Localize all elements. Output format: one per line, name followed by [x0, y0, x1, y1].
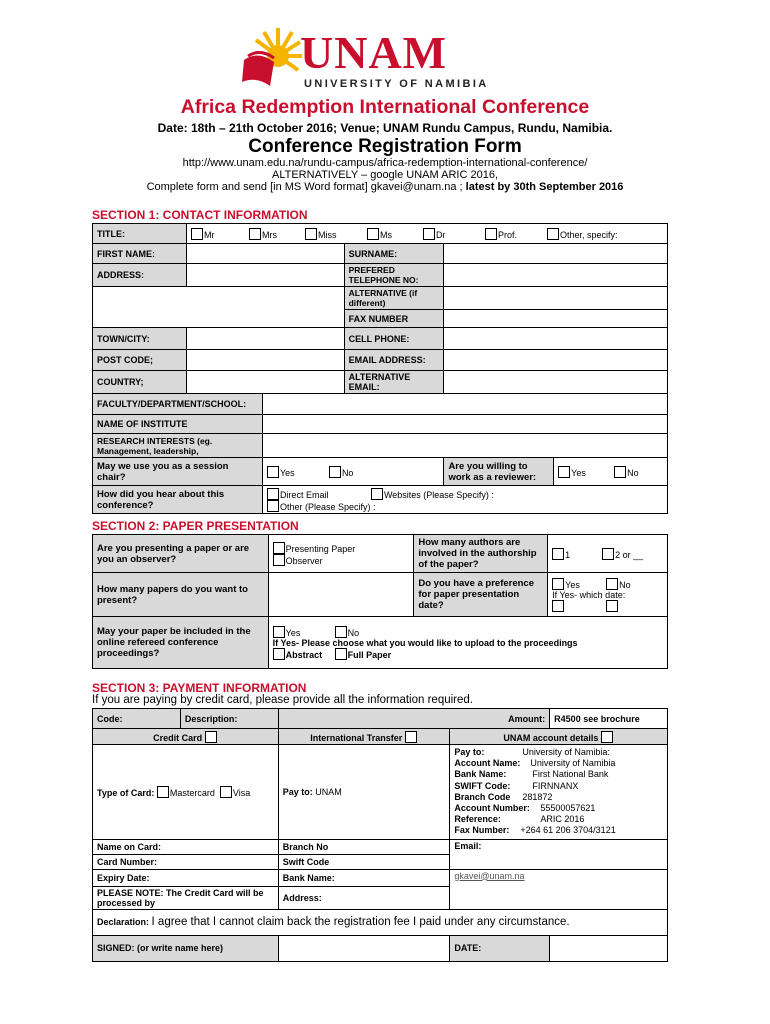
swift-code-label: Swift Code — [278, 854, 450, 869]
presenting-paper-checkbox[interactable] — [273, 542, 285, 554]
dr-label: Dr — [435, 229, 446, 240]
bank-value: 281872 — [522, 791, 553, 802]
bank-value: First National Bank — [532, 769, 609, 780]
email-label-cell: Email: — [450, 839, 668, 869]
paper-table — [92, 534, 668, 669]
date-label: DATE: — [450, 935, 550, 961]
address-field-2[interactable] — [93, 287, 345, 328]
post-code-field[interactable] — [186, 350, 344, 371]
reviewer-options — [554, 458, 668, 486]
country-label: COUNTRY; — [93, 371, 187, 394]
reviewer-no-label: No — [627, 467, 639, 478]
please-note: PLEASE NOTE: The Credit Card will be processed by — [93, 886, 279, 909]
authors-two-checkbox[interactable] — [602, 548, 614, 560]
reviewer-no-checkbox[interactable] — [614, 466, 626, 478]
address-label: ADDRESS: — [93, 264, 187, 287]
proceedings-choice-text: If Yes- Please choose what you would like to upload to the proceedings — [272, 637, 578, 648]
first-name-label: FIRST NAME: — [93, 244, 187, 264]
miss-label: Miss — [317, 229, 337, 240]
title-label: TITLE: — [93, 224, 187, 244]
signed-label: SIGNED: (or write name here) — [93, 935, 279, 961]
pay-to-cell — [278, 745, 450, 840]
alternatively-line: ALTERNATIVELY – google UNAM ARIC 2016, — [271, 169, 498, 181]
signature-field[interactable] — [278, 935, 450, 961]
proceedings-options — [268, 617, 667, 669]
bank-row-reference — [454, 814, 663, 825]
pref-phone-field[interactable] — [444, 264, 668, 287]
dr-checkbox[interactable] — [423, 228, 435, 240]
direct-email-checkbox[interactable] — [267, 488, 279, 500]
other-source-label: Other (Please Specify) : — [279, 501, 376, 512]
alt-phone-field[interactable] — [444, 287, 668, 310]
first-name-field[interactable] — [186, 244, 344, 264]
other-source-checkbox[interactable] — [267, 500, 279, 512]
email-label: EMAIL ADDRESS: — [344, 350, 444, 371]
mastercard-label: Mastercard — [169, 787, 215, 798]
authors-one-label: 1 — [565, 549, 571, 560]
if-yes-date-label: If Yes- which date: — [552, 589, 626, 600]
amount-label: Amount: — [278, 709, 549, 729]
ms-label: Ms — [379, 229, 392, 240]
other-title-checkbox[interactable] — [547, 228, 559, 240]
unam-account-label: UNAM account details — [503, 732, 599, 743]
research-field[interactable] — [262, 434, 667, 458]
direct-email-label: Direct Email — [279, 489, 329, 500]
bank-row-pay-to — [454, 747, 663, 758]
mr-label: Mr — [203, 229, 215, 240]
fax-label: FAX NUMBER — [344, 310, 444, 328]
card-type-cell — [93, 745, 279, 840]
reviewer-yes-checkbox[interactable] — [558, 466, 570, 478]
bank-key: Bank Name: — [454, 769, 507, 780]
bank-key: SWIFT Code: — [454, 780, 511, 791]
bank-key: Fax Number: — [454, 825, 510, 836]
chair-yes-label: Yes — [279, 467, 295, 478]
bank-name-label: Bank Name: — [278, 869, 450, 886]
date-pref-yes-checkbox[interactable] — [552, 578, 564, 590]
date-pref-no-checkbox[interactable] — [606, 578, 618, 590]
surname-label: SURNAME: — [344, 244, 444, 264]
observer-checkbox[interactable] — [273, 554, 285, 566]
credit-card-label: Credit Card — [153, 732, 203, 743]
conference-url[interactable]: http://www.unam.edu.na/rundu-campus/africa-redemption-international-conference/ — [182, 157, 588, 169]
proceedings-no-label: No — [347, 627, 360, 638]
cell-field[interactable] — [444, 328, 668, 350]
date-pref-question: Do you have a preference for paper presentation date? — [414, 573, 548, 617]
authors-options — [548, 535, 668, 573]
session-chair-question: May we use you as a session chair? — [93, 458, 263, 486]
expiry-label: Expiry Date: — [93, 869, 279, 886]
title-options — [186, 224, 667, 244]
cell-label: CELL PHONE: — [344, 328, 444, 350]
date-pref-yes-label: Yes — [565, 579, 580, 590]
description-label: Description: — [180, 709, 278, 729]
bank-details — [450, 745, 668, 840]
bank-value: University of Namibia — [530, 758, 616, 769]
bank-row-account-name — [454, 758, 663, 769]
prof-checkbox[interactable] — [485, 228, 497, 240]
address-field-1[interactable] — [186, 264, 344, 287]
research-label: RESEARCH INTERESTS (eg. Management, leadership, — [93, 434, 263, 458]
section3-subheading: If you are paying by credit card, please provide all the information required. — [92, 694, 473, 706]
email-value[interactable]: gkavei@unam.na — [450, 869, 668, 909]
pay-to-label: Pay to: — [282, 786, 313, 797]
code-label: Code: — [93, 709, 181, 729]
full-paper-checkbox[interactable] — [335, 648, 347, 660]
bank-value: FIRNNANX — [532, 780, 579, 791]
chair-yes-checkbox[interactable] — [267, 466, 279, 478]
declaration-label: Declaration: — [97, 917, 150, 928]
bank-value: University of Namibia: — [522, 747, 610, 757]
mastercard-checkbox[interactable] — [157, 786, 169, 798]
town-label: TOWN/CITY: — [93, 328, 187, 350]
logo-name: UNAM — [300, 27, 448, 78]
bank-row-fax — [454, 825, 663, 836]
logo-subtitle: UNIVERSITY OF NAMIBIA — [304, 78, 489, 90]
chair-no-checkbox[interactable] — [329, 466, 341, 478]
proceedings-yes-checkbox[interactable] — [273, 626, 285, 638]
section1-heading: SECTION 1: CONTACT INFORMATION — [92, 208, 308, 222]
alt-email-label: ALTERNATIVE EMAIL: — [344, 371, 444, 394]
section3-heading: SECTION 3: PAYMENT INFORMATION — [92, 681, 307, 695]
bank-value: +264 61 206 3704/3121 — [520, 825, 616, 836]
amount-value: R4500 see brochure — [550, 709, 668, 729]
payment-table — [92, 708, 668, 962]
section2-heading: SECTION 2: PAPER PRESENTATION — [92, 519, 299, 533]
date-pref-options — [548, 573, 668, 617]
card-number-label: Card Number: — [93, 854, 279, 869]
papers-count-question: How many papers do you want to present? — [93, 573, 269, 617]
proceedings-no-checkbox[interactable] — [335, 626, 347, 638]
instructions-line — [0, 181, 770, 193]
mr-checkbox[interactable] — [191, 228, 203, 240]
visa-checkbox[interactable] — [220, 786, 232, 798]
miss-checkbox[interactable] — [305, 228, 317, 240]
presenting-paper-label: Presenting Paper — [285, 543, 356, 554]
form-title: Conference Registration Form — [248, 136, 522, 157]
date-field[interactable] — [550, 935, 668, 961]
proceedings-yes-label: Yes — [285, 627, 301, 638]
authors-question: How many authors are involved in the authorship of the paper? — [414, 535, 548, 573]
bank-row-account-number — [454, 803, 663, 814]
faculty-field[interactable] — [262, 394, 667, 415]
pref-phone-label: PREFERED TELEPHONE NO: — [344, 264, 444, 287]
date-choice-1-checkbox[interactable] — [552, 600, 564, 612]
contact-table — [92, 223, 668, 514]
chair-no-label: No — [341, 467, 354, 478]
alt-email-field[interactable] — [444, 371, 668, 394]
bank-value: ARIC 2016 — [540, 814, 585, 825]
hear-options — [262, 486, 667, 514]
instructions-text: Complete form and send [in MS Word format] gkavei@unam.na ; — [146, 181, 463, 193]
conference-title: Africa Redemption International Conference — [180, 96, 590, 118]
faculty-label: FACULTY/DEPARTMENT/SCHOOL: — [93, 394, 263, 415]
bank-key: Account Number: — [454, 803, 530, 814]
card-type-label: Type of Card: — [97, 787, 155, 798]
branch-no-label: Branch No — [278, 839, 450, 854]
fax-field[interactable] — [444, 310, 668, 328]
ms-checkbox[interactable] — [367, 228, 379, 240]
town-field[interactable] — [186, 328, 344, 350]
authors-one-checkbox[interactable] — [552, 548, 564, 560]
presenting-options — [268, 535, 414, 573]
surname-field[interactable] — [444, 244, 668, 264]
intl-transfer-label: International Transfer — [310, 732, 403, 743]
country-field[interactable] — [186, 371, 344, 394]
institute-field[interactable] — [262, 415, 667, 434]
unam-account-checkbox[interactable] — [601, 731, 613, 743]
bank-key: Account Name: — [454, 758, 521, 769]
date-venue: Date: 18th – 21th October 2016; Venue; UNAM Rundu Campus, Rundu, Namibia. — [157, 121, 613, 135]
address-label: Address: — [278, 886, 450, 909]
mrs-checkbox[interactable] — [249, 228, 261, 240]
email-field[interactable] — [444, 350, 668, 371]
bank-key: Reference: — [454, 814, 501, 825]
bank-row-bank-name — [454, 769, 663, 780]
websites-checkbox[interactable] — [371, 488, 383, 500]
date-pref-no-label: No — [619, 579, 631, 590]
sun-book-icon — [240, 26, 304, 90]
pay-to-value: UNAM — [315, 786, 342, 797]
prof-label: Prof. — [497, 229, 517, 240]
presenting-question: Are you presenting a paper or are you an observer? — [93, 535, 269, 573]
credit-card-checkbox[interactable] — [205, 731, 217, 743]
hear-question: How did you hear about this conference? — [93, 486, 263, 514]
declaration-text: I agree that I cannot claim back the registration fee I paid under any circumstance. — [151, 916, 570, 929]
visa-label: Visa — [232, 787, 251, 798]
bank-value: 55500057621 — [540, 803, 596, 814]
abstract-checkbox[interactable] — [273, 648, 285, 660]
bank-key: Pay to: — [454, 747, 485, 757]
reviewer-question: Are you willing to work as a reviewer: — [444, 458, 554, 486]
papers-count-field[interactable] — [268, 573, 414, 617]
credit-card-header — [93, 729, 279, 745]
unam-logo — [240, 26, 540, 96]
observer-label: Observer — [285, 555, 323, 566]
mrs-label: Mrs — [261, 229, 277, 240]
institute-label: NAME OF INSTITUTE — [93, 415, 263, 434]
deadline-text: latest by 30th September 2016 — [465, 181, 624, 193]
abstract-label: Abstract — [285, 649, 323, 660]
full-paper-label: Full Paper — [347, 649, 392, 660]
alt-phone-label: ALTERNATIVE (if different) — [344, 287, 444, 310]
intl-transfer-checkbox[interactable] — [405, 731, 417, 743]
unam-account-header — [450, 729, 668, 745]
websites-label: Websites (Please Specify) : — [383, 489, 494, 500]
bank-key: Branch Code — [454, 791, 511, 802]
proceedings-question: May your paper be included in the online refereed conference proceedings? — [93, 617, 269, 669]
date-choice-2-checkbox[interactable] — [606, 600, 618, 612]
declaration — [93, 909, 668, 935]
authors-two-label: 2 or __ — [615, 549, 644, 560]
name-on-card-label: Name on Card: — [93, 839, 279, 854]
other-title-label: Other, specify: — [559, 229, 618, 240]
session-chair-options — [262, 458, 444, 486]
bank-row-branch-code — [454, 792, 663, 803]
intl-transfer-header — [278, 729, 450, 745]
bank-row-swift — [454, 781, 663, 792]
reviewer-yes-label: Yes — [571, 467, 586, 478]
post-code-label: POST CODE; — [93, 350, 187, 371]
